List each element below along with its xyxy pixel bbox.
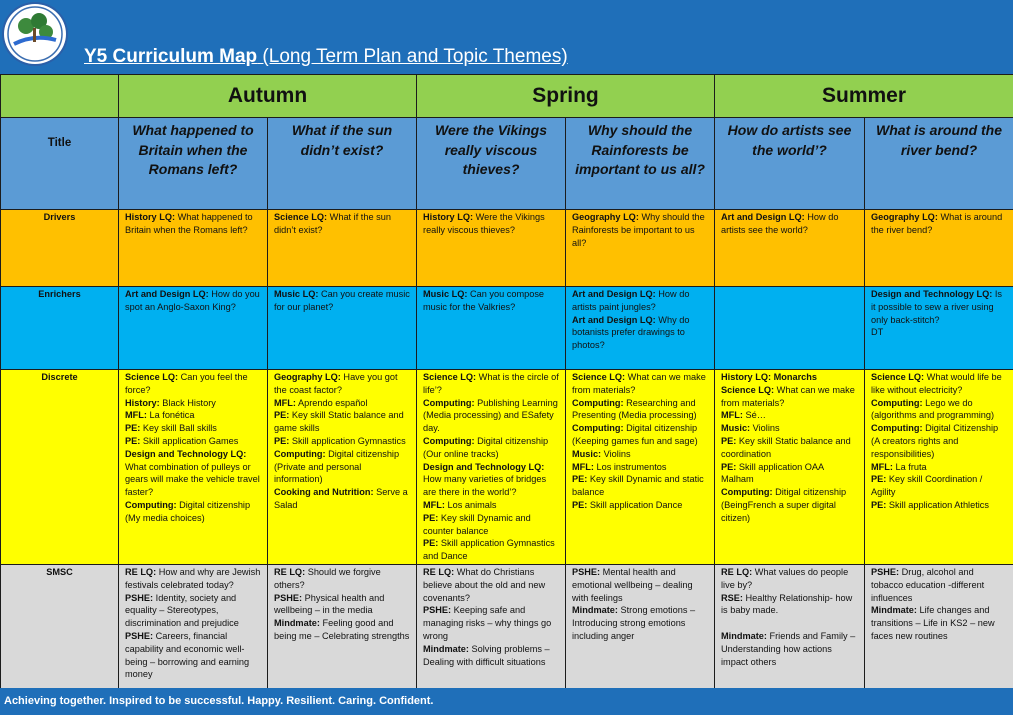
cell-entry <box>423 435 559 461</box>
entry-text: Should we forgive others? <box>274 566 381 590</box>
entry-text: Key skill Dynamic and counter balance <box>423 512 531 536</box>
cell-entry <box>125 499 261 525</box>
entry-text: Identity, society and equality – Stereotypes, discrimination and prejudice <box>125 592 239 629</box>
entry-subject: Music: <box>721 423 751 434</box>
discrete-cell <box>119 370 268 565</box>
entry-subject: Music LQ: <box>274 289 319 299</box>
drivers-cell <box>268 210 417 287</box>
entry-subject: Art and Design LQ: <box>572 289 656 299</box>
drivers-cell <box>417 210 566 287</box>
cell-entry <box>871 397 1007 423</box>
cell-entry <box>721 409 858 422</box>
cell-entry <box>125 448 261 499</box>
cell-entry <box>274 435 410 448</box>
cell-entry <box>423 211 559 237</box>
curriculum-table <box>0 74 1013 695</box>
row-label-smsc: SMSC <box>1 564 119 694</box>
discrete-cell <box>715 370 865 565</box>
cell-entry <box>572 371 708 397</box>
entry-text: Skill application Dance <box>587 499 683 510</box>
entry-subject: PSHE: <box>125 630 154 641</box>
cell-entry <box>274 371 410 397</box>
entry-text: Lego we do (algorithms and programming) <box>871 397 995 421</box>
row-label-title: Title <box>1 118 119 210</box>
page-title <box>84 46 568 68</box>
entry-subject: MFL: <box>721 410 743 421</box>
entry-subject: Computing: <box>871 397 923 408</box>
cell-entry <box>721 630 858 668</box>
cell-entry <box>125 371 261 397</box>
cell-entry <box>423 512 559 538</box>
entry-text: DT <box>871 327 884 338</box>
entry-text: La fruta <box>892 461 927 472</box>
entry-subject: Science LQ: <box>572 372 626 382</box>
cell-entry <box>871 211 1007 237</box>
entry-text: Skill application Games <box>140 435 239 446</box>
entry-subject: PE: <box>572 499 588 510</box>
entry-text: What is the circle of life’? <box>423 372 559 395</box>
cell-entry <box>721 461 858 487</box>
cell-entry <box>572 448 708 461</box>
entry-text: Key skill Dynamic and static balance <box>572 474 704 498</box>
cell-entry <box>274 288 410 314</box>
entry-subject: Music LQ: <box>423 289 468 299</box>
entry-text: Los instrumentos <box>593 461 667 472</box>
cell-entry <box>423 566 559 604</box>
entry-subject: Science LQ: <box>871 372 925 382</box>
entry-text: La fonética <box>146 410 195 421</box>
entry-text: Serve a Salad <box>274 487 408 510</box>
cell-entry <box>423 461 559 499</box>
entry-subject: PE: <box>125 435 141 446</box>
header-bar <box>0 0 1013 72</box>
entry-subject: PSHE: <box>572 566 601 577</box>
entry-subject: Design and Technology LQ: <box>423 461 545 472</box>
entry-subject: RSE: <box>721 592 743 603</box>
drivers-cell <box>715 210 865 287</box>
entry-subject: RE LQ: <box>274 566 306 577</box>
entry-subject: Computing: <box>721 487 773 498</box>
smsc-row <box>1 564 1013 694</box>
discrete-cell <box>566 370 715 565</box>
cell-entry <box>572 604 708 642</box>
cell-entry <box>871 473 1007 499</box>
entry-text: Solving problems – Dealing with difficult situations <box>423 643 550 667</box>
entry-subject: RE LQ: <box>721 566 753 577</box>
cell-entry <box>572 566 708 604</box>
cell-entry <box>572 461 708 474</box>
entry-text: Why should the Rainforests be important to us all? <box>572 212 705 248</box>
entry-text: Were the Vikings really viscous thieves? <box>423 212 545 235</box>
entry-text: Skill application OAA Malham <box>721 461 824 485</box>
entry-text: What can we make from materials? <box>721 384 855 408</box>
enrichers-cell <box>715 287 865 370</box>
entry-subject: Art and Design LQ: <box>572 314 656 325</box>
smsc-cell <box>268 564 417 694</box>
cell-entry <box>125 566 261 592</box>
cell-entry <box>721 566 858 592</box>
cell-entry <box>871 371 1007 397</box>
cell-entry <box>572 473 708 499</box>
entry-subject: Cooking and Nutrition: <box>274 487 374 498</box>
entry-text: What values do people live by? <box>721 566 849 590</box>
entry-text: Violins <box>750 423 780 434</box>
page-title-main: Y5 Curriculum Map <box>84 46 258 67</box>
cell-entry <box>721 592 858 618</box>
cell-entry <box>721 384 858 410</box>
row-label-discrete: Discrete <box>1 370 119 565</box>
entry-subject: Art and Design LQ: <box>125 289 209 299</box>
season-spring: Spring <box>417 75 715 118</box>
row-label-enrichers: Enrichers <box>1 287 119 370</box>
smsc-cell <box>417 564 566 694</box>
cell-entry <box>721 422 858 435</box>
entry-subject: Science LQ: <box>721 384 775 395</box>
entry-text: What happened to Britain when the Romans left? <box>125 212 253 235</box>
entry-subject: Computing: <box>125 499 177 510</box>
entry-text: How do you spot an Anglo-Saxon King? <box>125 289 260 312</box>
cell-entry <box>871 326 1007 339</box>
entry-text: Black History <box>159 397 216 408</box>
entry-text: Can you create music for our planet? <box>274 289 410 312</box>
cell-entry <box>423 537 559 563</box>
footer-bar <box>0 688 1013 715</box>
title-row <box>1 118 1013 210</box>
entry-subject: Computing: <box>423 397 475 408</box>
discrete-cell <box>268 370 417 565</box>
entry-subject: History LQ: Monarchs <box>721 372 817 382</box>
entry-text <box>721 618 724 628</box>
discrete-cell <box>417 370 566 565</box>
entry-text: What is around the river bend? <box>871 212 1003 235</box>
entry-subject: PE: <box>423 538 439 549</box>
smsc-cell <box>865 564 1013 694</box>
cell-entry <box>125 288 261 314</box>
smsc-cell <box>715 564 865 694</box>
entry-text: Physical health and wellbeing – in the media <box>274 592 385 616</box>
entry-text: Strong emotions – Introducing strong emotions including anger <box>572 605 696 641</box>
drivers-cell <box>119 210 268 287</box>
entry-text: Friends and Family – Understanding how actions impact others <box>721 630 856 667</box>
entry-text: Why do botanists prefer drawings to photos? <box>572 314 690 351</box>
entry-text: Keeping safe and managing risks – why things go wrong <box>423 605 552 641</box>
cell-entry <box>721 617 858 630</box>
cell-entry <box>721 486 858 524</box>
entry-subject: PE: <box>721 461 737 472</box>
entry-text: Is it possible to sew a river using only back-stitch? <box>871 289 1003 325</box>
cell-entry <box>423 288 559 314</box>
entry-subject: Design and Technology LQ: <box>871 289 993 299</box>
drivers-cell <box>566 210 715 287</box>
entry-subject: History LQ: <box>125 212 176 222</box>
drivers-row <box>1 210 1013 287</box>
entry-text: Careers, financial capability and economic well-being – borrowing and earning money <box>125 630 250 680</box>
topic-title: What is around the river bend? <box>865 118 1013 210</box>
entry-text: Violins <box>601 448 631 459</box>
entry-subject: PE: <box>871 499 887 510</box>
cell-entry <box>721 435 858 461</box>
cell-entry <box>721 211 858 237</box>
tree-logo-icon <box>4 4 66 64</box>
entry-text: Skill application Gymnastics and Dance <box>423 538 555 562</box>
cell-entry <box>572 422 708 448</box>
corner-cell <box>1 75 119 118</box>
entry-subject: Mindmate: <box>572 605 618 616</box>
entry-text: Healthy Relationship- how is baby made. <box>721 592 853 616</box>
cell-entry <box>274 566 410 592</box>
entry-subject: PE: <box>423 512 439 523</box>
topic-title: Were the Vikings really viscous thieves? <box>417 118 566 210</box>
entry-subject: PE: <box>572 474 588 485</box>
cell-entry <box>125 630 261 681</box>
entry-text: Digital citizenship (My media choices) <box>125 499 251 523</box>
topic-title: What if the sun didn’t exist? <box>268 118 417 210</box>
entry-text: What if the sun didn’t exist? <box>274 212 391 235</box>
entry-subject: MFL: <box>871 461 893 472</box>
entry-subject: PSHE: <box>274 592 303 603</box>
entry-text: What would life be like without electricity? <box>871 372 1002 395</box>
cell-entry <box>572 314 708 352</box>
cell-entry <box>871 566 1007 604</box>
entry-text: Mental health and emotional wellbeing – dealing with feelings <box>572 566 693 603</box>
entry-text: Publishing Learning (Media processing) and ESafety day. <box>423 397 558 434</box>
cell-entry <box>274 592 410 618</box>
entry-subject: Geography LQ: <box>871 212 938 222</box>
enrichers-cell <box>865 287 1013 370</box>
entry-subject: Art and Design LQ: <box>721 212 805 222</box>
entry-subject: PSHE: <box>871 566 900 577</box>
cell-entry <box>125 409 261 422</box>
entry-text: How do artists see the world? <box>721 212 839 235</box>
entry-subject: History LQ: <box>423 212 474 222</box>
cell-entry <box>423 371 559 397</box>
enrichers-cell <box>119 287 268 370</box>
page-title-sub: (Long Term Plan and Topic Themes) <box>257 46 568 67</box>
entry-text: Digital citizenship (Private and personal information) <box>274 448 400 485</box>
cell-entry <box>572 397 708 423</box>
entry-subject: PE: <box>274 410 290 421</box>
entry-text: Can you compose music for the Valkries? <box>423 289 545 312</box>
school-logo <box>2 2 68 66</box>
entry-subject: PE: <box>721 435 737 446</box>
entry-subject: MFL: <box>423 499 445 510</box>
season-autumn: Autumn <box>119 75 417 118</box>
entry-text: Key skill Static balance and game skills <box>274 410 404 434</box>
enrichers-cell <box>268 287 417 370</box>
entry-text: Feeling good and being me – Celebrating strengths <box>274 618 410 641</box>
entry-text: Skill application Athletics <box>886 499 989 510</box>
entry-subject: Geography LQ: <box>274 372 341 382</box>
season-row <box>1 75 1013 118</box>
entry-text: Drug, alcohol and tobacco education -different influences <box>871 566 985 603</box>
cell-entry <box>423 397 559 435</box>
entry-subject: Mindmate: <box>721 630 767 641</box>
cell-entry <box>572 499 708 512</box>
drivers-cell <box>865 210 1013 287</box>
entry-subject: Science LQ: <box>274 212 328 222</box>
school-motto: Achieving together. Inspired to be successful. Happy. Resilient. Caring. Confident. <box>4 695 434 707</box>
cell-entry <box>721 371 858 384</box>
entry-subject: Computing: <box>274 448 326 459</box>
entry-text: What can we make from materials? <box>572 372 706 395</box>
discrete-cell <box>865 370 1013 565</box>
entry-text: Researching and Presenting (Media processing) <box>572 397 697 421</box>
entry-subject: PE: <box>871 474 887 485</box>
entry-text: Have you got the coast factor? <box>274 372 398 395</box>
row-label-drivers: Drivers <box>1 210 119 287</box>
smsc-cell <box>119 564 268 694</box>
entry-subject: Mindmate: <box>871 605 917 616</box>
entry-text: Can you feel the force? <box>125 372 248 395</box>
entry-text: Key skill Ball skills <box>140 423 217 434</box>
entry-subject: MFL: <box>274 397 296 408</box>
cell-entry <box>423 643 559 669</box>
season-summer: Summer <box>715 75 1013 118</box>
entry-subject: MFL: <box>125 410 147 421</box>
entry-text: Los animals <box>444 499 497 510</box>
entry-text: Skill application Gymnastics <box>289 435 406 446</box>
topic-title: How do artists see the world’? <box>715 118 865 210</box>
entry-text: Ditigal citizenship (BeingFrench a super digital citizen) <box>721 487 847 523</box>
cell-entry <box>572 211 708 249</box>
cell-entry <box>871 461 1007 474</box>
entry-subject: Mindmate: <box>274 618 320 629</box>
entry-subject: PE: <box>125 423 141 434</box>
entry-subject: Computing: <box>871 423 923 434</box>
enrichers-cell <box>417 287 566 370</box>
cell-entry <box>274 486 410 512</box>
entry-text: Digital citizenship (Our online tracks) <box>423 435 549 459</box>
enrichers-row <box>1 287 1013 370</box>
entry-text: What combination of pulleys or gears will make the vehicle travel faster? <box>125 461 260 498</box>
entry-text: Life changes and transitions – Life in KS2 – new faces new routines <box>871 605 995 641</box>
cell-entry <box>871 499 1007 512</box>
entry-subject: Science LQ: <box>125 372 179 382</box>
cell-entry <box>274 397 410 410</box>
entry-text: How many varieties of bridges are there in the world’? <box>423 474 547 498</box>
entry-text: Key skill Coordination / Agility <box>871 474 983 498</box>
cell-entry <box>423 499 559 512</box>
entry-text: How and why are Jewish festivals celebrated today? <box>125 566 261 590</box>
entry-subject: PSHE: <box>125 592 154 603</box>
cell-entry <box>125 397 261 410</box>
entry-text: How do artists paint jungles? <box>572 289 690 312</box>
entry-subject: Computing: <box>423 435 475 446</box>
entry-text: Sé… <box>742 410 766 421</box>
topic-title: What happened to Britain when the Romans left? <box>119 118 268 210</box>
cell-entry <box>274 617 410 643</box>
cell-entry <box>125 211 261 237</box>
entry-subject: PSHE: <box>423 605 452 616</box>
entry-subject: MFL: <box>572 461 594 472</box>
entry-subject: Computing: <box>572 397 624 408</box>
entry-text: Key skill Static balance and coordination <box>721 435 851 459</box>
cell-entry <box>871 288 1007 326</box>
entry-subject: Mindmate: <box>423 643 469 654</box>
entry-subject: PE: <box>274 435 290 446</box>
entry-subject: RE LQ: <box>125 566 157 577</box>
entry-text: Digital citizenship (Keeping games fun and sage) <box>572 423 698 446</box>
enrichers-cell <box>566 287 715 370</box>
cell-entry <box>871 604 1007 642</box>
entry-subject: Computing: <box>572 423 624 434</box>
entry-text: What do Christians believe about the old and new covenants? <box>423 566 546 603</box>
cell-entry <box>125 435 261 448</box>
entry-text: Digital Citizenship (A creators rights and responsibilities) <box>871 423 999 459</box>
entry-subject: Design and Technology LQ: <box>125 448 247 459</box>
cell-entry <box>125 592 261 630</box>
cell-entry <box>871 422 1007 460</box>
entry-subject: History: <box>125 397 160 408</box>
entry-subject: RE LQ: <box>423 566 455 577</box>
smsc-cell <box>566 564 715 694</box>
entry-subject: Science LQ: <box>423 372 477 382</box>
topic-title: Why should the Rainforests be important to us all? <box>566 118 715 210</box>
cell-entry <box>423 604 559 642</box>
cell-entry <box>274 409 410 435</box>
cell-entry <box>125 422 261 435</box>
entry-text: Aprendo español <box>295 397 368 408</box>
entry-subject: Geography LQ: <box>572 212 639 222</box>
cell-entry <box>572 288 708 314</box>
entry-subject: Music: <box>572 448 602 459</box>
discrete-row <box>1 370 1013 565</box>
cell-entry <box>274 211 410 237</box>
cell-entry <box>274 448 410 486</box>
